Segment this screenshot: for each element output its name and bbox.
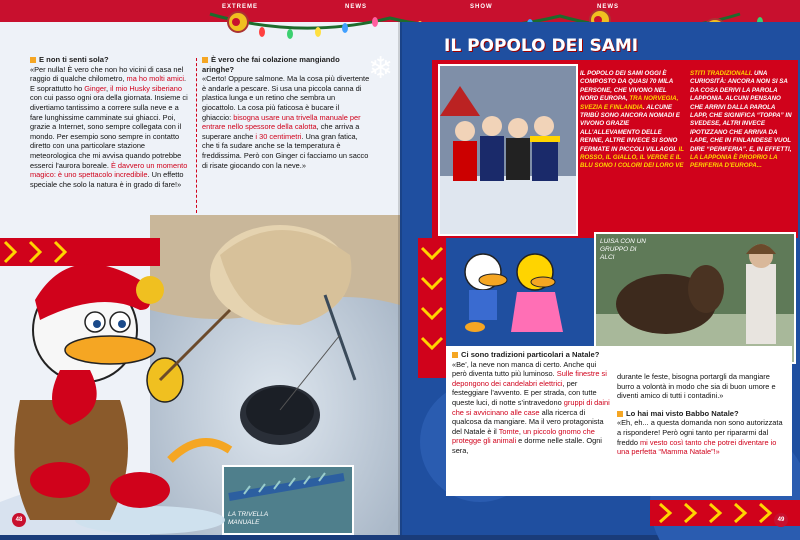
answer-3-seg: gruppi di daini che si avvicinano alle case	[452, 397, 610, 417]
answer-1-seg: . Un effetto speciale che solo la natura è in grado di fare!»	[30, 170, 184, 189]
interview-block-1	[30, 55, 190, 189]
bullet-icon	[202, 57, 208, 63]
answer-2-seg: bisogna usare una trivella manuale per entrare nello spessore della calotta	[202, 112, 361, 132]
interview-block-3	[452, 350, 612, 456]
answer-2-seg: «Certo! Oppure salmone. Ma la cosa più divertente è andarle a pescare. Si usa una piccola canna di plastica lunga e un retino che sembra un giocattolo. La cosa più faticosa è bucare il ghiaccio:	[202, 74, 370, 122]
interview-block-3b	[617, 372, 785, 457]
arrow-band-down	[418, 238, 446, 378]
page-number-left: 48	[12, 513, 26, 527]
column-divider	[196, 58, 197, 213]
sami-group-photo	[438, 64, 578, 236]
answer-4-seg: mi vesto così tanto che potrei diventare io una perfetta “Mamma Natale”!»	[617, 437, 777, 457]
answer-1	[30, 65, 190, 190]
bullet-icon	[617, 411, 623, 417]
donald-duck-illustration	[0, 250, 230, 535]
sami-group-illustration	[440, 66, 576, 234]
nav-tab-show[interactable]: SHOW	[470, 4, 493, 10]
question-3: Ci sono tradizioni particolari a Natale?	[461, 350, 600, 359]
info-seg: IL ROSSO, IL GIALLO, IL VERDE E IL BLU SONO I COLORI DEI LORO VE	[580, 145, 684, 170]
cartoon-characters	[455, 242, 585, 342]
answer-3-seg: Tomte	[498, 426, 519, 436]
bullet-icon	[30, 57, 36, 63]
answer-3	[452, 360, 612, 456]
page-gutter	[398, 22, 402, 535]
info-seg: STITI TRADIZIONALI	[690, 70, 751, 77]
info-seg: IL POPOLO DEI SAMI OGGI È COMPOSTO DA QUASI 70 MILA PERSONE, CHE VIVONO NEL NORD EUROPA,	[580, 70, 673, 103]
question-4: Lo hai mai visto Babbo Natale?	[626, 408, 739, 418]
drill-photo	[222, 465, 354, 535]
interview-block-2	[202, 55, 370, 170]
answer-1-seg: «Per nulla! È vero che non ho vicini di casa nel raggio di qualche chilometro,	[30, 64, 184, 84]
answer-3-continued: durante le feste, bisogna portargli da mangiare burro a volontà in modo che sia di buon umore e diventi amico di tutti i contadini.»	[617, 372, 776, 401]
answer-1-seg: Ginger	[84, 83, 107, 93]
info-column-2	[690, 70, 794, 171]
article-title: IL POPOLO DEI SAMI	[444, 36, 639, 56]
question-1: E non ti senti sola?	[39, 55, 109, 64]
bullet-icon	[452, 352, 458, 358]
nav-tab-news-2[interactable]: NEWS	[597, 4, 619, 10]
answer-1-seg: ,	[106, 83, 111, 93]
answer-3-seg: «Be’, la neve non manca di certo. Anche qui però diventa tutto più luminoso.	[452, 359, 597, 379]
nav-tab-extreme[interactable]: EXTREME	[222, 4, 259, 10]
answer-1-seg: . E soprattutto ho	[30, 74, 187, 93]
answer-2-seg: , che arriva a superare anche	[202, 122, 360, 141]
info-seg: LA LAPPONIA È PROPRIO LA PERIFERIA D’EUROPA...	[690, 154, 778, 170]
moose-caption: LUISA CON UN GRUPPO DI ALCI	[600, 238, 646, 261]
svg-text:❄: ❄	[368, 51, 394, 86]
answer-1-seg: con cui passo ogni ora della giornata. Insieme ci divertiamo tantissimo a correre sulla neve e a fare lunghissime camminate sui ghiacci. Poi, grazie a Internet, sono sempre collegata con il mondo. Per esempio sono sempre in contatto diretto con una particolare stazione meteorologica che mi avvisa quando potrebbe esserci l’aurora boreale.	[30, 93, 188, 170]
answer-3-seg: Sulle finestre si depongono dei candelabri elettrici	[452, 369, 607, 388]
answer-2	[202, 74, 370, 170]
drill-caption: LA TRIVELLA MANUALE	[228, 511, 268, 526]
moose-photo	[594, 232, 796, 364]
info-seg: TRA NORVEGIA, SVEZIA E FINLANDIA	[580, 95, 679, 111]
answer-4-seg: «Eh, eh... a questa domanda non sono autorizzata a rispondere! Però ogni tanto per ripararmi dal freddo	[617, 418, 783, 447]
page-number-right: 49	[774, 513, 788, 527]
nav-tab-news[interactable]: NEWS	[345, 4, 367, 10]
answer-1-seg: ma ho molti amici	[126, 74, 185, 84]
answer-3-seg: alla ricerca di qualcosa da mangiare. Ma il vero protagonista del Natale è il	[452, 407, 604, 436]
answer-3-seg: ,	[518, 426, 523, 436]
answer-1-seg: il mio Husky siberiano	[110, 83, 183, 93]
answer-3-seg: e dorme nelle stalle. Ogni sera,	[452, 436, 602, 455]
answer-1-seg: È davvero un momento magico: è uno spettacolo incredibile	[30, 160, 188, 180]
answer-3-seg: , per festeggiare l’avvento. E per strada, con tutte queste luci, di notte s’intravedono	[452, 378, 597, 407]
info-column-1	[580, 70, 686, 171]
answer-2-seg: . Una gran fatica, che ti fa sudare anche se la temperatura è freddissima. Però con Ginger ci facciamo un sacco di risate giocando con la neve.»	[202, 131, 369, 170]
info-seg: . ALCUNE TRIBÙ SONO ANCORA NOMADI E VIVONO GRAZIE ALL’ALLEVAMENTO DELLE RENNE, ALTRE INVECE SI SONO FERMATE IN PICCOLI VILLAGGI.	[580, 103, 680, 153]
answer-3-seg: un piccolo gnomo che protegge gli animali	[452, 426, 595, 446]
answer-4	[617, 418, 785, 456]
question-2: È vero che fai colazione mangiando aringhe?	[202, 55, 340, 74]
info-seg: . UNA CURIOSITÀ: ANCORA NON SI SA DA COSA DERIVI LA PAROLA LAPPONIA. ALCUNI PENSANO CHE ARRIVI DALLA PAROLA LAPP, CHE SIGNIFICA “TOPPA” IN SVEDESE, ALTRI INVECE IPOTIZZANO CHE ARRIVA DA LAPE, CHE IN FINLANDESE VUOL DIRE “PERIFERIA”. E, IN EFFETTI,	[690, 70, 792, 153]
answer-2-seg: i 30 centimetri	[255, 131, 302, 141]
